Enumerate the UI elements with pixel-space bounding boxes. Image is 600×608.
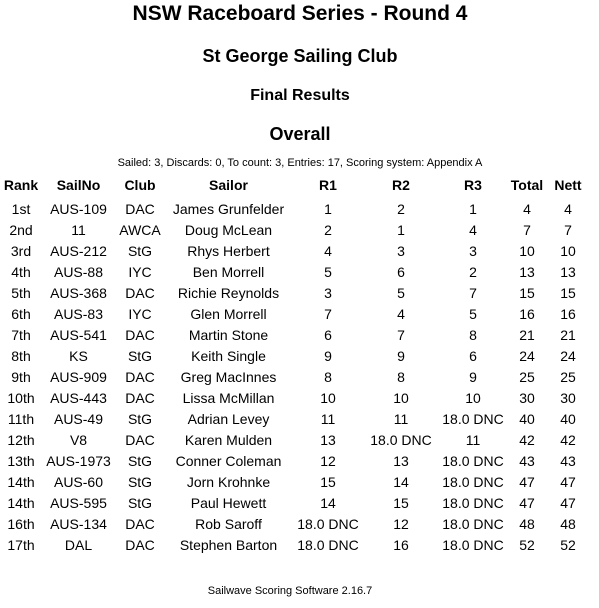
results-table (0, 172, 590, 555)
r2-cell: 10 (393, 389, 409, 406)
sailno-cell: AUS-541 (50, 326, 107, 343)
sailno-cell: AUS-1973 (46, 452, 111, 469)
r3-cell: 9 (469, 368, 477, 385)
nett-cell: 47 (560, 473, 576, 490)
r1-cell: 8 (324, 368, 332, 385)
col-header-club: Club (124, 177, 156, 193)
club-cell: DAC (125, 326, 155, 343)
sailor-cell: Rob Saroff (195, 515, 262, 532)
total-cell: 16 (519, 305, 535, 322)
r2-cell: 16 (393, 536, 409, 553)
nett-cell: 40 (560, 410, 576, 427)
table-row (0, 429, 590, 450)
sailno-cell: V8 (69, 431, 88, 448)
r3-cell: 8 (469, 326, 477, 343)
r2-cell: 12 (393, 515, 409, 532)
table-row (0, 261, 590, 282)
total-cell: 21 (519, 326, 535, 343)
software-credit: Sailwave Scoring Software 2.16.7 (207, 585, 373, 597)
sailor-cell: Jorn Krohnke (186, 473, 271, 490)
sailno-cell: AUS-49 (53, 410, 104, 427)
rank-cell: 4th (11, 263, 31, 280)
sailno-cell: AUS-368 (50, 284, 107, 301)
total-cell: 47 (519, 494, 535, 511)
club-cell: DAC (125, 536, 155, 553)
r1-cell: 18.0 DNC (297, 515, 359, 532)
r3-cell: 18.0 DNC (442, 494, 504, 511)
club-cell: DAC (125, 389, 155, 406)
header-row (0, 172, 590, 198)
table-row (0, 282, 590, 303)
rank-cell: 10th (7, 389, 35, 406)
r2-cell: 4 (397, 305, 405, 322)
nett-cell: 16 (560, 305, 576, 322)
nett-cell: 4 (564, 200, 572, 217)
r3-cell: 3 (469, 242, 477, 259)
rank-cell: 13th (7, 452, 35, 469)
club-cell: DAC (125, 200, 155, 217)
table-row (0, 240, 590, 261)
total-cell: 13 (519, 263, 535, 280)
rank-cell: 11th (7, 410, 35, 427)
total-cell: 48 (519, 515, 535, 532)
r2-cell: 14 (393, 473, 409, 490)
col-header-r3: R3 (464, 177, 482, 193)
r3-cell: 11 (465, 431, 481, 448)
r2-cell: 13 (393, 452, 409, 469)
sailor-cell: Ben Morrell (192, 263, 265, 280)
r2-cell: 1 (397, 221, 405, 238)
r1-cell: 13 (320, 431, 336, 448)
rank-cell: 1st (11, 200, 31, 217)
sailno-cell: AUS-443 (50, 389, 107, 406)
total-cell: 4 (523, 200, 531, 217)
sailor-cell: Doug McLean (184, 221, 273, 238)
r2-cell: 2 (397, 200, 405, 217)
series-summary: Sailed: 3, Discards: 0, To count: 3, Entries: 17, Scoring system: Appendix A (117, 157, 483, 169)
r2-cell: 7 (397, 326, 405, 343)
rank-cell: 6th (11, 305, 31, 322)
table-row (0, 345, 590, 366)
sailno-cell: KS (69, 347, 88, 364)
total-cell: 15 (519, 284, 535, 301)
r1-cell: 6 (324, 326, 332, 343)
r3-cell: 1 (469, 200, 477, 217)
table-row (0, 324, 590, 345)
rank-cell: 12th (7, 431, 35, 448)
sailno-cell: AUS-212 (50, 242, 107, 259)
nett-cell: 25 (560, 368, 576, 385)
club-cell: DAC (125, 284, 155, 301)
sailno-cell: 11 (71, 221, 86, 238)
table-row (0, 492, 590, 513)
results-type: Final Results (250, 87, 350, 104)
total-cell: 10 (519, 242, 535, 259)
nett-cell: 7 (564, 221, 572, 238)
r3-cell: 18.0 DNC (442, 536, 504, 553)
rank-cell: 14th (7, 473, 35, 490)
total-cell: 24 (519, 347, 535, 364)
col-header-rank: Rank (3, 177, 39, 193)
col-header-total: Total (510, 177, 544, 193)
sailor-cell: Lissa McMillan (182, 389, 275, 406)
sailor-cell: Paul Hewett (190, 494, 267, 511)
sailor-cell: Martin Stone (188, 326, 269, 343)
sailno-cell: AUS-88 (53, 263, 104, 280)
club-cell: DAC (125, 431, 155, 448)
r1-cell: 4 (324, 242, 332, 259)
r3-cell: 5 (469, 305, 477, 322)
r3-cell: 4 (469, 221, 477, 238)
nett-cell: 21 (560, 326, 576, 343)
total-cell: 42 (519, 431, 535, 448)
r2-cell: 9 (397, 347, 405, 364)
r1-cell: 14 (320, 494, 336, 511)
r3-cell: 6 (469, 347, 477, 364)
sailor-cell: Keith Single (191, 347, 266, 364)
nett-cell: 47 (560, 494, 576, 511)
table-row (0, 219, 590, 240)
total-cell: 40 (519, 410, 535, 427)
sailor-cell: Stephen Barton (179, 536, 278, 553)
page-title: NSW Raceboard Series - Round 4 (132, 2, 468, 25)
sailor-cell: Conner Coleman (175, 452, 282, 469)
rank-cell: 14th (7, 494, 35, 511)
category-heading: Overall (269, 124, 331, 144)
nett-cell: 30 (560, 389, 576, 406)
sailno-cell: AUS-109 (50, 200, 107, 217)
total-cell: 43 (519, 452, 535, 469)
club-cell: IYC (128, 263, 152, 280)
sailno-cell: AUS-60 (53, 473, 104, 490)
nett-cell: 48 (560, 515, 576, 532)
club-cell: StG (127, 473, 153, 490)
rank-cell: 8th (11, 347, 31, 364)
r1-cell: 18.0 DNC (297, 536, 359, 553)
rank-cell: 17th (7, 536, 35, 553)
table-row (0, 408, 590, 429)
r2-cell: 15 (393, 494, 409, 511)
table-row (0, 303, 590, 324)
rank-cell: 5th (11, 284, 31, 301)
r2-cell: 3 (397, 242, 405, 259)
r2-cell: 5 (397, 284, 405, 301)
sailor-cell: Richie Reynolds (177, 284, 280, 301)
table-row (0, 450, 590, 471)
club-cell: StG (127, 242, 153, 259)
club-cell: DAC (125, 515, 155, 532)
club-cell: DAC (125, 368, 155, 385)
club-cell: StG (127, 410, 153, 427)
r3-cell: 7 (469, 284, 477, 301)
r3-cell: 2 (469, 263, 477, 280)
col-header-r1: R1 (319, 177, 337, 193)
nett-cell: 43 (560, 452, 576, 469)
nett-cell: 24 (560, 347, 576, 364)
r1-cell: 2 (324, 221, 332, 238)
r3-cell: 18.0 DNC (442, 452, 504, 469)
nett-cell: 13 (560, 263, 576, 280)
r3-cell: 18.0 DNC (442, 410, 504, 427)
sailor-cell: Karen Mulden (184, 431, 273, 448)
r3-cell: 18.0 DNC (442, 473, 504, 490)
sailor-cell: Greg MacInnes (180, 368, 277, 385)
col-header-r2: R2 (392, 177, 410, 193)
total-cell: 25 (519, 368, 535, 385)
table-row (0, 366, 590, 387)
sailno-cell: AUS-134 (50, 515, 107, 532)
rank-cell: 7th (11, 326, 31, 343)
r1-cell: 3 (324, 284, 332, 301)
nett-cell: 52 (560, 536, 576, 553)
club-cell: IYC (128, 305, 152, 322)
table-row (0, 387, 590, 408)
table-row (0, 513, 590, 534)
col-header-sailno: SailNo (56, 177, 101, 193)
r2-cell: 18.0 DNC (370, 431, 432, 448)
r2-cell: 6 (397, 263, 405, 280)
nett-cell: 10 (560, 242, 576, 259)
total-cell: 52 (519, 536, 535, 553)
club-cell: StG (127, 494, 153, 511)
total-cell: 47 (519, 473, 535, 490)
sailno-cell: AUS-909 (50, 368, 107, 385)
r2-cell: 11 (393, 410, 409, 427)
r1-cell: 9 (324, 347, 332, 364)
club-name: St George Sailing Club (202, 46, 398, 66)
sailor-cell: James Grunfelder (172, 200, 285, 217)
r1-cell: 12 (320, 452, 336, 469)
r1-cell: 5 (324, 263, 332, 280)
sailor-cell: Adrian Levey (187, 410, 270, 427)
rank-cell: 2nd (9, 221, 33, 238)
col-header-nett: Nett (554, 177, 582, 193)
nett-cell: 15 (560, 284, 576, 301)
rank-cell: 3rd (10, 242, 32, 259)
table-row (0, 471, 590, 492)
rank-cell: 9th (11, 368, 31, 385)
r2-cell: 8 (397, 368, 405, 385)
r1-cell: 15 (320, 473, 336, 490)
r3-cell: 10 (465, 389, 481, 406)
sailor-cell: Glen Morrell (190, 305, 267, 322)
r3-cell: 18.0 DNC (442, 515, 504, 532)
sailor-cell: Rhys Herbert (187, 242, 270, 259)
table-row (0, 198, 590, 219)
r1-cell: 7 (324, 305, 332, 322)
r1-cell: 1 (324, 200, 332, 217)
club-cell: AWCA (119, 221, 161, 238)
r1-cell: 10 (320, 389, 336, 406)
rank-cell: 16th (7, 515, 35, 532)
r1-cell: 11 (320, 410, 336, 427)
nett-cell: 42 (560, 431, 576, 448)
sailno-cell: DAL (64, 536, 93, 553)
club-cell: StG (127, 452, 153, 469)
total-cell: 30 (519, 389, 535, 406)
table-row (0, 534, 590, 555)
sailno-cell: AUS-83 (53, 305, 104, 322)
total-cell: 7 (523, 221, 531, 238)
col-header-sailor: Sailor (209, 177, 248, 193)
club-cell: StG (127, 347, 153, 364)
sailno-cell: AUS-595 (50, 494, 107, 511)
